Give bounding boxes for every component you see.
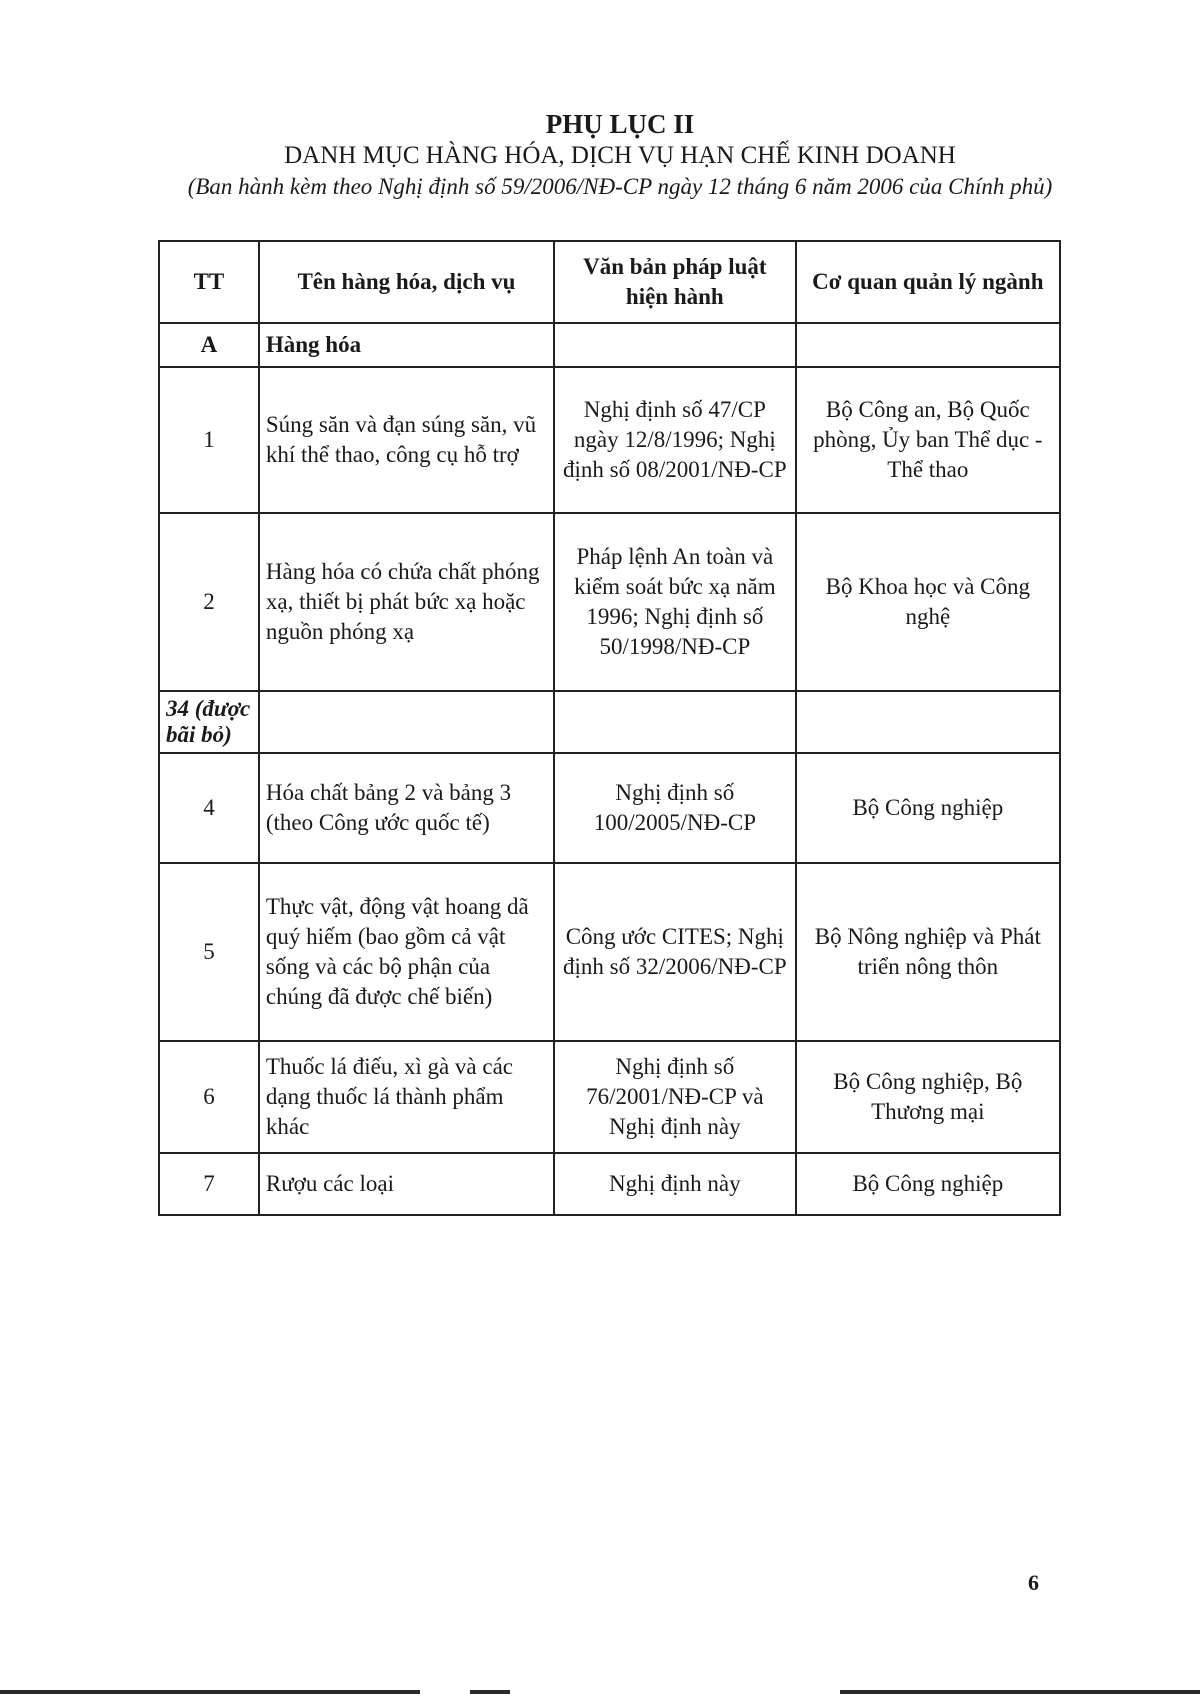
cell-tt: 7 [159,1153,259,1215]
header-name: Tên hàng hóa, dịch vụ [259,241,554,323]
section-name: Hàng hóa [259,323,554,367]
cell-law [554,691,796,753]
cell-name: Thuốc lá điếu, xì gà và các dạng thuốc lá thành phẩm khác [259,1041,554,1153]
cell-tt: 2 [159,513,259,691]
cell-name: Súng săn và đạn súng săn, vũ khí thể thao, công cụ hỗ trợ [259,367,554,513]
header-law: Văn bản pháp luật hiện hành [554,241,796,323]
cell-law: Nghị định số 76/2001/NĐ-CP và Nghị định này [554,1041,796,1153]
cell-tt: 4 [159,753,259,863]
cell-agency [796,691,1060,753]
cell-name: Thực vật, động vật hoang dã quý hiếm (bao gồm cả vật sống và các bộ phận của chúng đã được chế biến) [259,863,554,1041]
scan-edge-artifact [0,1686,1200,1698]
section-law [554,323,796,367]
cell-agency: Bộ Công nghiệp, Bộ Thương mại [796,1041,1060,1153]
cell-law: Nghị định số 47/CP ngày 12/8/1996; Nghị định số 08/2001/NĐ-CP [554,367,796,513]
section-row [159,323,1060,367]
cell-tt: 34 (được bãi bỏ) [159,691,259,753]
cell-agency: Bộ Nông nghiệp và Phát triển nông thôn [796,863,1060,1041]
document-title: DANH MỤC HÀNG HÓA, DỊCH VỤ HẠN CHẾ KINH DOANH [284,142,956,169]
cell-law: Nghị định này [554,1153,796,1215]
cell-agency: Bộ Công an, Bộ Quốc phòng, Ủy ban Thể dục -Thể thao [796,367,1060,513]
cell-agency: Bộ Khoa học và Công nghệ [796,513,1060,691]
cell-name: Rượu các loại [259,1153,554,1215]
cell-tt: 5 [159,863,259,1041]
document-subtitle: (Ban hành kèm theo Nghị định số 59/2006/NĐ-CP ngày 12 tháng 6 năm 2006 của Chính phủ) [187,174,1053,199]
section-agency [796,323,1060,367]
cell-law: Pháp lệnh An toàn và kiểm soát bức xạ năm 1996; Nghị định số 50/1998/NĐ-CP [554,513,796,691]
cell-law: Công ước CITES; Nghị định số 32/2006/NĐ-CP [554,863,796,1041]
cell-name: Hàng hóa có chứa chất phóng xạ, thiết bị phát bức xạ hoặc nguồn phóng xạ [259,513,554,691]
table-row [159,1153,1060,1215]
cell-name [259,691,554,753]
table-header-row [159,241,1060,323]
cell-law: Nghị định số 100/2005/NĐ-CP [554,753,796,863]
cell-tt: 1 [159,367,259,513]
table-row-repealed [159,691,1060,753]
header-agency: Cơ quan quản lý ngành [796,241,1060,323]
table-row [159,863,1060,1041]
table-row [159,753,1060,863]
table-row [159,513,1060,691]
goods-table [158,240,1061,1216]
cell-name: Hóa chất bảng 2 và bảng 3 (theo Công ước quốc tế) [259,753,554,863]
cell-agency: Bộ Công nghiệp [796,753,1060,863]
appendix-label: PHỤ LỤC II [545,109,695,139]
section-tt: A [159,323,259,367]
header-tt: TT [159,241,259,323]
cell-agency: Bộ Công nghiệp [796,1153,1060,1215]
page-number: 6 [1028,1570,1039,1595]
table-row [159,1041,1060,1153]
cell-tt: 6 [159,1041,259,1153]
table-row [159,367,1060,513]
document-header [150,108,1090,202]
